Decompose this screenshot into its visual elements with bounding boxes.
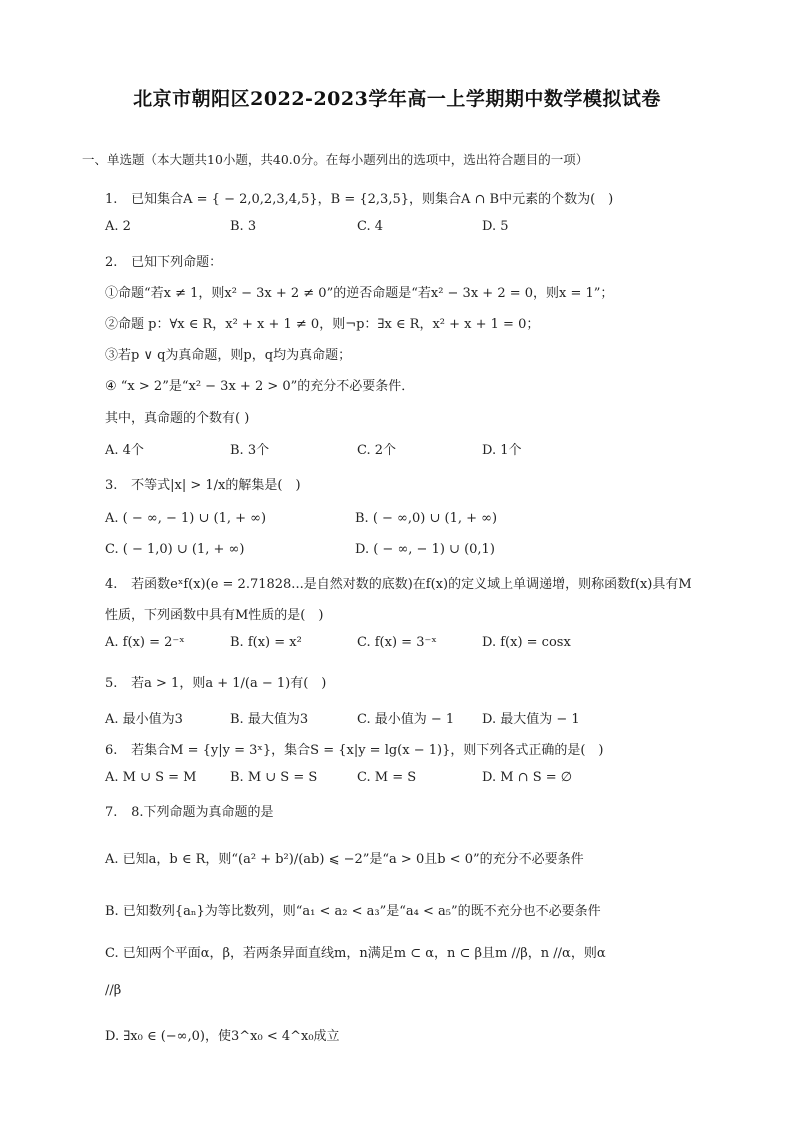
question-text: 已知集合A = { − 2,0,2,3,4,5}，B = {2,3,5}，则集合A ∩ B中元素的个数为( ) xyxy=(131,192,614,207)
question-text: 若函数eˣf(x)(e = 2.71828...是自然对数的底数)在f(x)的定义域上单调递增，则称函数f(x)具有M xyxy=(131,577,692,592)
option-b: B. f(x) = x² xyxy=(230,635,302,650)
option-b: B. 3 xyxy=(230,219,257,234)
question-7 xyxy=(105,801,274,820)
question-1 xyxy=(105,188,613,207)
question-3 xyxy=(105,474,301,493)
option-a: A. 已知a，b ∈ R，则“(a² + b²)/(ab) ⩽ −2”是“a > 0且b < 0”的充分不必要条件 xyxy=(105,852,584,867)
question-text: 不等式|x| > 1/x的解集是( ) xyxy=(131,478,301,493)
option-c: C. 最小值为 − 1 xyxy=(357,712,455,727)
proposition-1: ①命题“若x ≠ 1，则x² − 3x + 2 ≠ 0”的逆否命题是“若x² − 3x + 2 = 0，则x = 1”； xyxy=(105,286,614,301)
question-6 xyxy=(105,739,604,758)
option-b: B. 3个 xyxy=(230,443,270,458)
question-text: 已知下列命题： xyxy=(131,255,223,270)
option-d: D. 最大值为 − 1 xyxy=(482,712,580,727)
option-a: A. 最小值为3 xyxy=(105,712,183,727)
option-c: C. 2个 xyxy=(357,443,397,458)
proposition-4: ④ “x > 2”是“x² − 3x + 2 > 0”的充分不必要条件． xyxy=(105,379,415,394)
option-a: A. f(x) = 2⁻ˣ xyxy=(105,635,185,650)
option-a: A. M ∪ S = M xyxy=(105,770,197,785)
question-number: 6. xyxy=(105,743,118,758)
option-c: C. f(x) = 3⁻ˣ xyxy=(357,635,437,650)
option-d: D. 1个 xyxy=(482,443,522,458)
option-a: A. ( − ∞, − 1) ∪ (1, + ∞) xyxy=(105,511,267,526)
option-c: C. 已知两个平面α，β，若两条异面直线m，n满足m ⊂ α，n ⊂ β且m //β，n //α，则α xyxy=(105,946,606,961)
question-number: 4. xyxy=(105,577,118,592)
question-text: 若集合M = {y|y = 3ˣ}，集合S = {x|y = lg(x − 1)}，则下列各式正确的是( ) xyxy=(131,743,604,758)
section-header: 一、单选题（本大题共10小题，共40.0分。在每小题列出的选项中，选出符合题目的一项） xyxy=(82,152,589,167)
option-b: B. M ∪ S = S xyxy=(230,770,318,785)
option-d: D. ( − ∞, − 1) ∪ (0,1) xyxy=(355,542,495,557)
option-d: D. M ∩ S = ∅ xyxy=(482,770,573,785)
option-c-continued: //β xyxy=(105,983,122,998)
option-d: D. 5 xyxy=(482,219,509,234)
option-d: D. f(x) = cosx xyxy=(482,635,571,650)
question-number: 2. xyxy=(105,255,118,270)
question-text-continued: 性质，下列函数中具有M性质的是( ) xyxy=(105,608,324,623)
option-a: A. 2 xyxy=(105,219,131,234)
proposition-2: ②命题 p：∀x ∈ R，x² + x + 1 ≠ 0，则¬p：∃x ∈ R，x² + x + 1 = 0； xyxy=(105,317,540,332)
option-b: B. 最大值为3 xyxy=(230,712,309,727)
option-a: A. 4个 xyxy=(105,443,144,458)
page-title: 北京市朝阳区2022-2023学年高一上学期期中数学模拟试卷 xyxy=(133,88,661,110)
option-c: C. 4 xyxy=(357,219,384,234)
option-b: B. 已知数列{aₙ}为等比数列，则“a₁ < a₂ < a₃”是“a₄ < a₅”的既不充分也不必要条件 xyxy=(105,904,601,919)
question-text: 若a > 1，则a + 1/(a − 1)有( ) xyxy=(131,676,327,691)
option-c: C. ( − 1,0) ∪ (1, + ∞) xyxy=(105,542,245,557)
option-c: C. M = S xyxy=(357,770,417,785)
question-number: 7. xyxy=(105,805,118,820)
question-number: 5. xyxy=(105,676,118,691)
question-prompt: 其中，真命题的个数有( ) xyxy=(105,411,250,426)
question-number: 1. xyxy=(105,192,118,207)
question-number: 3. xyxy=(105,478,118,493)
question-5 xyxy=(105,672,326,691)
option-b: B. ( − ∞,0) ∪ (1, + ∞) xyxy=(355,511,498,526)
question-text: 8.下列命题为真命题的是 xyxy=(131,805,274,820)
question-4 xyxy=(105,573,692,592)
option-d: D. ∃x₀ ∈ (−∞,0)，使3^x₀ < 4^x₀成立 xyxy=(105,1029,340,1044)
proposition-3: ③若p ∨ q为真命题，则p，q均为真命题； xyxy=(105,348,352,363)
question-2 xyxy=(105,251,222,270)
